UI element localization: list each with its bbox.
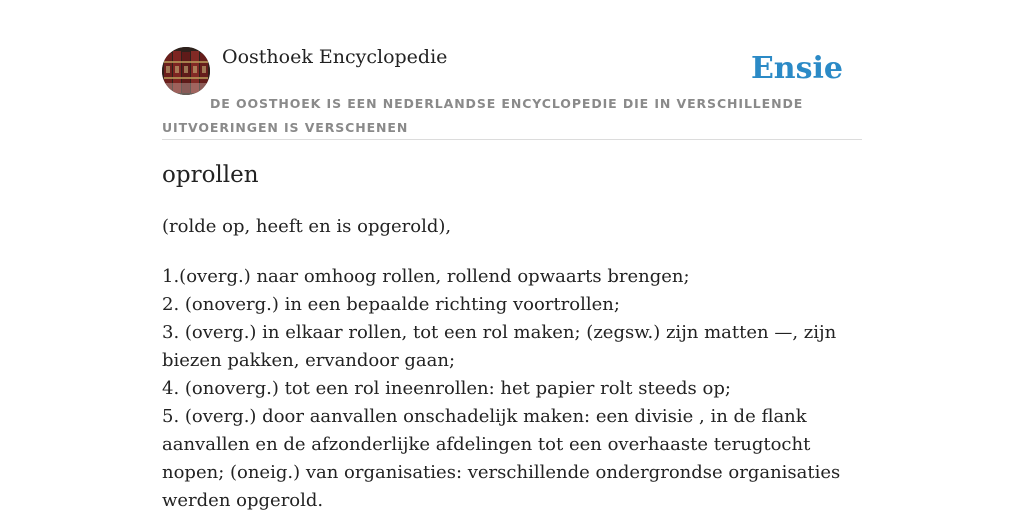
brand-logo[interactable]: Ensie	[750, 51, 843, 86]
definition-item: 3. (overg.) in elkaar rollen, tot een rol maken; (zegsw.) zijn matten —, zijn biezen pakken, ervandoor gaan;	[162, 322, 837, 371]
source-description: DE OOSTHOEK IS EEN NEDERLANDSE ENCYCLOPEDIE DIE IN VERSCHILLENDE UITVOERINGEN IS VERSCHENEN	[162, 96, 804, 135]
encyclopedia-books-icon[interactable]	[162, 47, 210, 95]
entry-intro: (rolde op, heeft en is opgerold),	[162, 216, 452, 237]
definition-item: 5. (overg.) door aanvallen onschadelijk maken: een divisie , in de flank aanvallen en de afzonderlijke afdelingen tot een overhaaste terugtocht nopen; (oneig.) van organisaties: verschillende ondergrondse organisaties werden opgerold.	[162, 406, 841, 511]
entry-title: oprollen	[162, 162, 259, 188]
source-name[interactable]: Oosthoek Encyclopedie	[222, 46, 448, 68]
definition-item: 1.(overg.) naar omhoog rollen, rollend opwaarts brengen;	[162, 266, 690, 287]
source-header	[162, 44, 862, 140]
definition-item: 4. (onoverg.) tot een rol ineenrollen: het papier rolt steeds op;	[162, 378, 731, 399]
entry-definitions	[162, 263, 862, 512]
definition-item: 2. (onoverg.) in een bepaalde richting voortrollen;	[162, 294, 620, 315]
